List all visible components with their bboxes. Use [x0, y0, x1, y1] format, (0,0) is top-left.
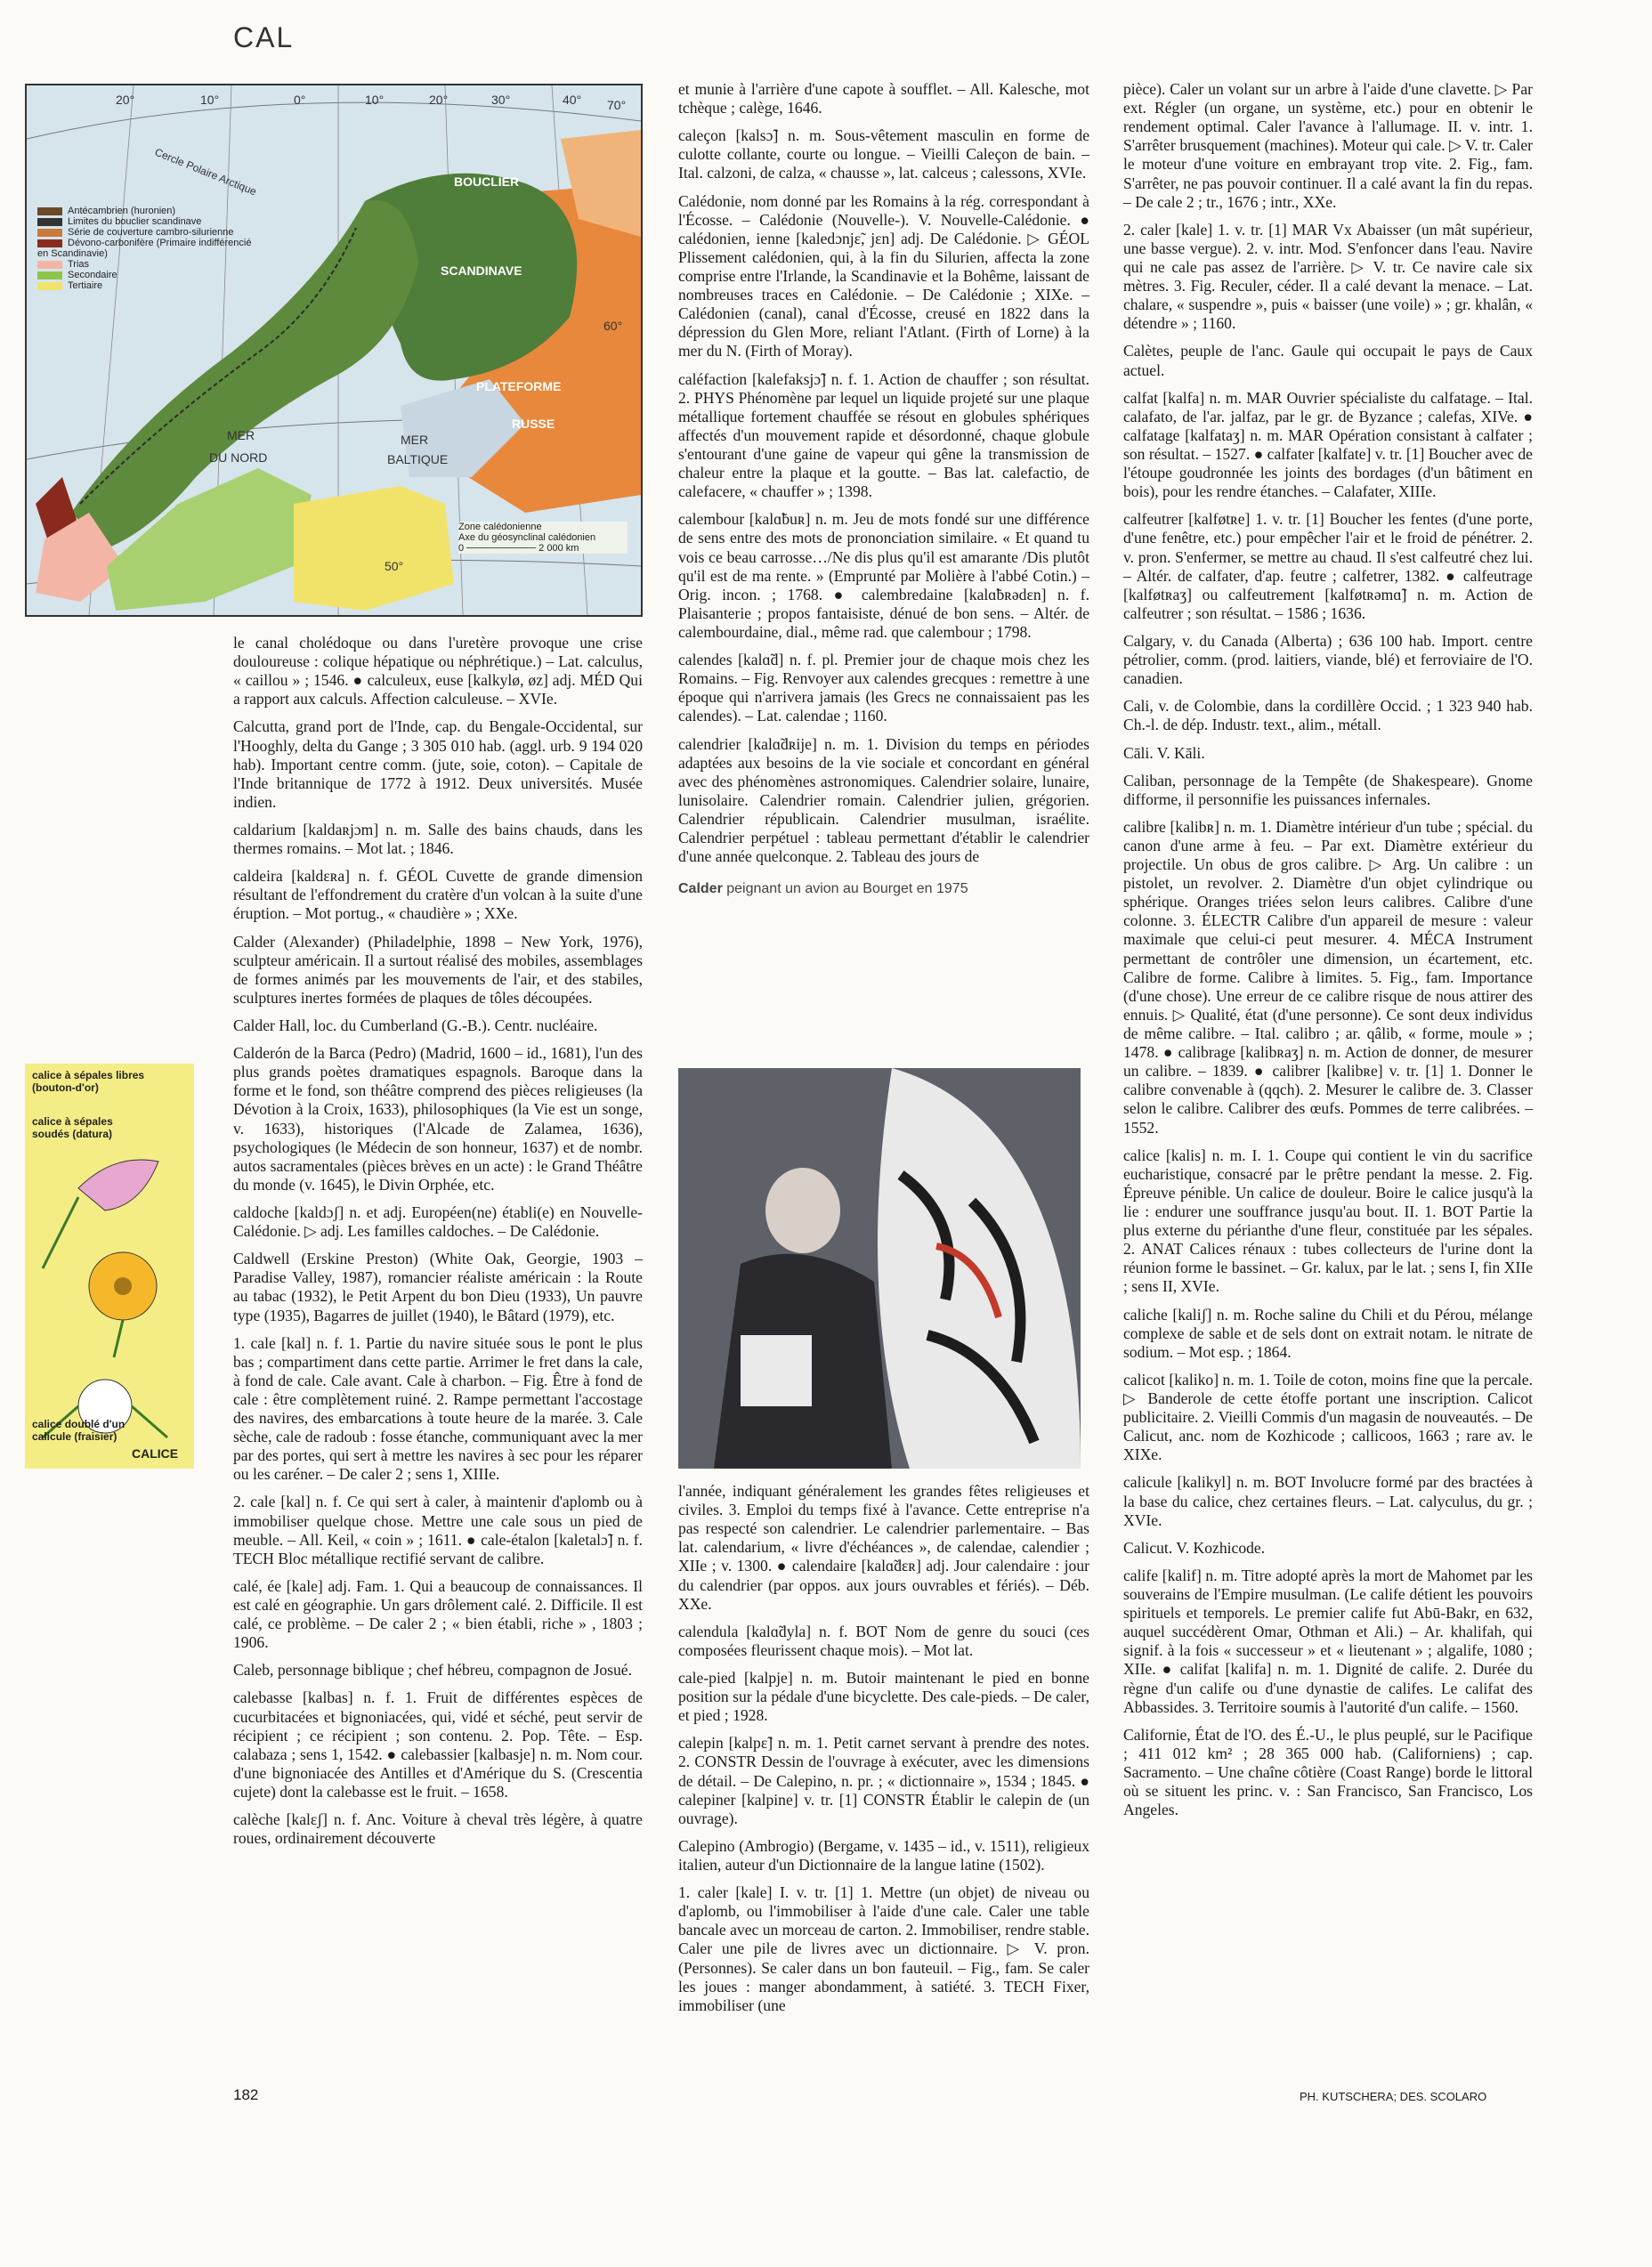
legend-label: Trias	[68, 259, 90, 270]
legend-axis: Axe du géosynclinal calédonien	[458, 532, 596, 543]
entry: Calètes, peuple de l'anc. Gaule qui occupait le pays de Caux actuel.	[1123, 342, 1533, 379]
entry: Calepino (Ambrogio) (Bergame, v. 1435 – id., v. 1511), religieux italien, auteur d'un Dictionnaire de la langue latine (1502).	[678, 1836, 1089, 1874]
legend-item	[37, 238, 260, 259]
entry: caldoche [kaldɔʃ] n. et adj. Européen(ne) établi(e) en Nouvelle-Calédonie. ▷ adj. Les familles caldoches. – De Calédonie.	[233, 1202, 643, 1241]
entry: Calder Hall, loc. du Cumberland (G.-B.). Centr. nucléaire.	[233, 1016, 598, 1034]
legend-zone: Zone calédonienne	[458, 522, 542, 532]
lon-label: 40°	[563, 93, 582, 107]
entry: 2. cale [kal] n. f. Ce qui sert à caler, à maintenir d'aplomb ou à immobiliser quelque chose. Mettre une cale sous un pied de meuble. – All. Keil, « coin » ; 1611. ● cale-étalon [kaletalɔ̃] n. f. TECH Bloc métallique rectifié servant de calibre.	[233, 1493, 643, 1567]
entry: Caldwell (Erskine Preston) (White Oak, Georgie, 1903 – Paradise Valley, 1987), romancier réaliste américain : la Route au tabac (1932), le Petit Arpent du bon Dieu (1933), Un pauvre type (1935), Bagarres de juillet (1940), le Bâtard (1979), etc.	[233, 1250, 643, 1324]
entry: calendrier [kalɑ̃dʀije] n. m. 1. Division du temps en périodes adaptées aux besoins de la vie sociale et concordant en général avec des phénomènes astronomiques. Calendrier solaire, lunaire, lunisolaire. Calendrier romain. Calendrier julien, grégorien. Calendrier républicain. Calendrier musulman, israélite. Calendrier perpétuel : tableau permettant d'établir le calendrier d'une année quelconque. 2. Tableau des jours de	[678, 734, 1089, 866]
calder-photo	[678, 1068, 1081, 1469]
map-label-russe: RUSSE	[512, 417, 555, 431]
entry: Caliban, personnage de la Tempête (de Shakespeare). Gnome difforme, il personnifie les puissances infernales.	[1123, 771, 1533, 808]
column-middle	[678, 80, 1089, 911]
legend-label: Antécambrien (huronien)	[68, 206, 176, 216]
column-middle-continued	[678, 1482, 1089, 2024]
map-legend	[37, 206, 260, 291]
legend-item	[37, 216, 260, 227]
entry: pièce). Caler un volant sur un arbre à l'aide d'une clavette. ▷ Par ext. Régler (un organe, un système, etc.) pour en obtenir le rendement optimal. Caler l'avance à l'allumage. II. v. intr. 1. S'arrêter brusquement (machines). Moteur qui cale. ▷ V. tr. Caler le moteur d'une voiture en embrayant trop vite. 2. Fig., fam. S'arrêter, ne pas pouvoir continuer. Il a calé avant la fin du repas. – De cale 2 ; tr., 1676 ; intr., XXe.	[1123, 80, 1533, 211]
legend-item	[37, 227, 260, 238]
entry: calebasse [kalbas] n. f. 1. Fruit de différentes espèces de cucurbitacées et bignoniacées, qui, vidé et séché, peut servir de récipient ; ce récipient ; son contenu. 2. Pop. Tête. – Esp. calabaza ; sens 1, 1542. ● calebassier [kalbasje] n. m. Nom cour. d'une bignoniacée des Antilles et d'Amérique du S. (Crescentia cujete) dont la calebasse est le fruit. – 1658.	[233, 1688, 643, 1801]
lon-label: 70°	[607, 98, 627, 112]
entry: calèche [kalɛʃ] n. f. Anc. Voiture à cheval très légère, à quatre roues, ordinairement découverte	[233, 1810, 643, 1848]
entry: caldeira [kaldɛʀa] n. f. GÉOL Cuvette de grande dimension résultant de l'effondrement du cratère d'un volcan à la suite d'une éruption. – Mot portug., « chaudière » ; XXe.	[233, 867, 643, 923]
entry: Calédonie, nom donné par les Romains à la rég. correspondant à l'Écosse. – Calédonie (Nouvelle-). V. Nouvelle-Calédonie. ● calédonien, ienne [kaledɔnjɛ̃, jɛn] adj. De Calédonie. ▷ GÉOL Plissement calédonien, qui, à la fin du Silurien, affecta la zone comprise entre l'Irlande, la Scandinavie et la Bohême, laissant de nombreuses traces en Calédonie. – De Calédonie ; XIXe. – Calédonien (canal), canal d'Écosse, creusé en 1822 dans la dépression du Glen More, reliant l'Atlant. (Firth of Lorne) à la mer du N. (Firth of Moray).	[678, 191, 1089, 360]
lon-label: 10°	[365, 93, 385, 107]
entry: Calgary, v. du Canada (Alberta) ; 636 100 hab. Import. centre pétrolier, comm. (prod. laitiers, viande, blé) et ferroviaire de l'O. canadien.	[1123, 631, 1533, 688]
scale-label: 2 000 km	[539, 543, 579, 554]
entry: Californie, État de l'O. des É.-U., le plus peuplé, sur le Pacifique ; 411 012 km² ; 28 365 000 hab. (Californiens) ; cap. Sacramento. – Une chaîne côtière (Coast Range) borde le littoral où se situent les princ. v. : San Francisco, San Francisco, Los Angeles.	[1123, 1725, 1533, 1819]
photo-caption	[678, 880, 1089, 897]
map-legend-2	[458, 522, 628, 554]
lon-label: 0°	[294, 93, 306, 107]
map-label-mer-du-nord: MER	[227, 428, 255, 442]
lon-label: 20°	[116, 93, 135, 107]
entry: calicot [kaliko] n. m. 1. Toile de coton, moins fine que la percale. ▷ Banderole de cette étoffe portant une inscription. Calicot publicitaire. 2. Vieilli Commis d'un magasin de nouveautés. – De Calicut, anc. nom de Kozhicode ; callicoos, 1663 ; rare av. le XIXe.	[1123, 1370, 1533, 1464]
geology-map	[25, 84, 643, 617]
legend-label: Dévono-carbonifère (Primaire indifférencié en Scandinavie)	[37, 238, 252, 259]
lat-label: 60°	[603, 319, 623, 333]
entry: calepin [kalpɛ̃] n. m. 1. Petit carnet servant à prendre des notes. 2. CONSTR Dessin de l'ouvrage à exécuter, avec les dimensions de détail. – De Calepino, n. pr. ; « dictionnaire », 1534 ; 1845. ● calepiner [kalpine] v. tr. [1] CONSTR Établir le calepin de (un ouvrage).	[678, 1734, 1089, 1827]
legend-swatch	[37, 229, 62, 237]
entry: calendes [kalɑ̃d] n. f. pl. Premier jour de chaque mois chez les Romains. – Fig. Renvoyer aux calendes grecques : remettre à une époque qui n'arrivera jamais (les Grecs ne connaissaient pas les calendes). – Lat. calendae ; 1160.	[678, 651, 1089, 725]
entry: 1. caler [kale] I. v. tr. [1] 1. Mettre (un objet) de niveau ou d'aplomb, ou l'immobiliser à l'aide d'une cale. Caler une table bancale avec un morceau de carton. 2. Immobiliser, rendre stable. Caler une pile de livres avec un dictionnaire. ▷ V. pron. (Personnes). Se caler dans un bon fauteuil. – Fig., fam. Se caler les joues : manger abondamment, à satiété. 3. TECH Fixer, immobiliser (une	[678, 1883, 1089, 2014]
lon-label: 10°	[200, 93, 220, 107]
entry: calife [kalif] n. m. Titre adopté après la mort de Mahomet par les souverains de l'Empire musulman. (Le calife détient les pouvoirs spirituels et temporels. Le premier calife fut Abū-Bakr, en 632, auquel succédèrent Omar, Othman et Ali.) – Ar. khalifah, qui signif. à la fois « successeur » et « lieutenant » ; algalife, 1080 ; XIIe. ● califat [kalifa] n. m. 1. Dignité de calife. 2. Durée du règne d'un calife ou d'une dynastie de califes. Le califat des Abbassides. 3. Territoire soumis à l'autorité d'un calife. – 1560.	[1123, 1566, 1533, 1716]
legend-swatch	[37, 282, 62, 290]
entry: calendula [kalɑ̃dyla] n. f. BOT Nom de genre du souci (ces composées fleurissent chaque mois). – Mot lat.	[678, 1622, 1089, 1659]
entry: calicule [kalikyl] n. m. BOT Involucre formé par des bractées à la base du calice, chez certaines fleurs. – Lat. calyculus, du gr. ; XVIe.	[1123, 1473, 1533, 1529]
page-number: 182	[233, 2086, 259, 2103]
entry: calé, ée [kale] adj. Fam. 1. Qui a beaucoup de connaissances. Il est calé en géographie. Un gars drôlement calé. 2. Difficile. Il est calé, ce problème. – De caler 2 ; « bien établi, riche » , 1803 ; 1906.	[233, 1576, 643, 1652]
photo-drawing	[678, 1068, 1081, 1469]
scale-bar: 0 ────────── 2 000 km	[458, 543, 579, 554]
legend-label: Tertiaire	[68, 280, 103, 291]
flower-panel-title: CALICE	[132, 1446, 179, 1461]
legend-item	[37, 270, 260, 280]
map-label-scandinave: SCANDINAVE	[441, 263, 522, 278]
legend-label: Limites du bouclier scandinave	[68, 216, 202, 227]
lon-label: 30°	[491, 93, 511, 107]
map-label-mer-du-nord: DU NORD	[209, 450, 268, 465]
scale-zero: 0	[458, 543, 465, 554]
entry: caléfaction [kalefaksjɔ̃] n. f. 1. Action de chauffer ; son résultat. 2. PHYS Phénomène par lequel un liquide projeté sur une plaque métallique fortement chauffée se résout en globules sphériques affectés d'un mouvement rapide et désordonné, chaque globule s'entourant d'une gaine de vapeur qui gêne la transmission de chaleur entre la plaque et la goutte. – Bas lat. calefactio, de calefacere, « chauffer » ; 1398.	[678, 369, 1089, 501]
legend-item	[37, 206, 260, 216]
entry: calibre [kalibʀ] n. m. 1. Diamètre intérieur d'un tube ; spécial. du canon d'une arme à feu. – Par ext. Diamètre extérieur du projectile. Un obus de gros calibre. ▷ Arg. Un calibre : un pistolet, un revolver. 2. Diamètre d'un objet cylindrique ou sphérique. Oranges triées selon leurs calibres. Calibre d'une colonne. 3. ÉLECTR Calibre d'un appareil de mesure : valeur maximale que celui-ci peut mesurer. 4. MÉCA Instrument permettant de contrôler une dimension, un écartement, etc. Calibre de forme. Calibre à limites. 5. Fig., fam. Importance (d'une chose). Une erreur de ce calibre risque de nous attirer des ennuis. ▷ Qualité, état (d'une personne). Ce sont deux individus de même calibre. – Ital. calibro ; ar. qâlib, « forme, moule » ; 1478. ● calibrage [kalibʀaʒ] n. m. Action de donner, de mesurer un calibre. – 1839. ● calibrer [kalibʀe] v. tr. [1] 1. Donner le calibre convenable à (qqch). 2. Mesurer le calibre de. 3. Classer selon le calibre. Calibrer des œufs. Pommes de terre calibrées. – 1552.	[1123, 817, 1533, 1137]
flower-label-3: calice doublé d'un calicule (fraisier)	[32, 1418, 126, 1443]
page-header-word: CAL	[233, 21, 295, 53]
calice-illustration-panel	[25, 1064, 194, 1469]
legend-item	[37, 280, 260, 291]
entry: et munie à l'arrière d'une capote à soufflet. – All. Kalesche, mot tchèque ; calège, 1646.	[678, 80, 1089, 117]
entry: calembour [kalɑ̃buʀ] n. m. Jeu de mots fondé sur une différence de sens entre des mots de prononciation similaire. « Et quand tu vois ce beau carrosse…/Ne dis plus qu'il est amarante /Dis plutôt qu'il est de ma rente. » (Emprunté par Molière à l'abbé Cotin.) – Orig. incon. ; 1768. ● calembredaine [kalɑ̃bʀədɛn] n. f. Plaisanterie ; propos fantaisiste, dénué de bon sens. – Altér. de calembourdaine, dial., même rad. que calembour ; 1798.	[678, 510, 1089, 641]
entry: le canal cholédoque ou dans l'uretère provoque une crise douloureuse : colique hépatique ou néphrétique.) – Lat. calculus, « caillou » ; 1546. ● calculeux, euse [kalkylø, øz] adj. MÉD Qui a rapport aux calculs. Affection calculeuse. – XVIe.	[233, 634, 643, 708]
flower-drawing	[25, 1064, 194, 1469]
polar-circle-label: Cercle Polaire Arctique	[152, 145, 259, 198]
entry: calfat [kalfa] n. m. MAR Ouvrier spécialiste du calfatage. – Ital. calafato, de l'ar. jalfaz, par le gr. de Byzance ; calefas, XIVe. ● calfatage [kalfataʒ] n. m. MAR Opération consistant à calfater ; son résultat. – 1527. ● calfater [kalfate] v. tr. [1] Boucher avec de l'étoupe goudronnée les joints des bordages (d'un bâtiment en bois), pour les rendre étanches. – Calafater, XIIIe.	[1123, 388, 1533, 501]
entry: Calder (Alexander) (Philadelphie, 1898 – New York, 1976), sculpteur américain. Il a surtout réalisé des mobiles, assemblages de formes animés par les mouvements de l'air, et des stabiles, sculptures inertes formées de plaques de tôles découpées.	[233, 932, 643, 1007]
legend-swatch	[37, 207, 62, 215]
entry: Calcutta, grand port de l'Inde, cap. du Bengale-Occidental, sur l'Hooghly, delta du Gange ; 3 305 010 hab. (aggl. urb. 9 194 020 hab). Important centre comm. (jute, soie, coton). – Capitale de l'Inde britannique de 1772 à 1912. Deux universités. Musée indien.	[233, 717, 643, 811]
map-label-mer-baltique: MER	[401, 433, 429, 447]
legend-swatch	[37, 218, 62, 226]
entry: 2. caler [kale] 1. v. tr. [1] MAR Vx Abaisser (un mât supérieur, une basse vergue). 2. v. intr. Mod. S'enfoncer dans l'eau. Navire qui ne cale pas assez de l'arrière. ▷ V. tr. Ce navire cale six mètres. 3. Fig. Reculer, céder. Il a calé devant la menace. – Lat. chalare, « suspendre », puis « baisser (une voile) » ; gr. khalân, « détendre » ; 1160.	[1123, 220, 1533, 333]
entry: Calicut. V. Kozhicode.	[1123, 1538, 1266, 1557]
entry: Cāli. V. Kāli.	[1123, 743, 1205, 762]
entry: Caleb, personnage biblique ; chef hébreu, compagnon de Josué.	[233, 1661, 633, 1680]
photo-credit: PH. KUTSCHERA; DES. SCOLARO	[1300, 2090, 1487, 2103]
entry: calice [kalis] n. m. I. 1. Coupe qui contient le vin du sacrifice eucharistique, consacré par le prêtre pendant la messe. 2. Fig. Épreuve pénible. Un calice de douleur. Boire le calice jusqu'à la lie : endurer une souffrance jusqu'au bout. II. 1. BOT Partie la plus externe du périanthe d'une fleur, constituée par les sépales. 2. ANAT Calices rénaux : tubes collecteurs de l'urine dont la réunion forme le bassinet. – Gr. kalux, par le lat. ; sens I, fin XIIe ; sens II, XVIe.	[1123, 1146, 1533, 1296]
legend-swatch	[37, 261, 62, 269]
legend-label: Secondaire	[68, 270, 117, 280]
entry: 1. cale [kal] n. f. 1. Partie du navire située sous le pont le plus bas ; compartiment dans cette partie. Arrimer le fret dans la cale, à fond de cale. Cale avant. Cale à charbon. – Fig. Être à fond de cale : être complètement ruiné. 2. Rampe permettant l'accostage des navires, des embarcations à toute heure de la marée. 3. Cale sèche, cale de radoub : fosse étanche, communiquant avec la mer par des portes, qui sert à mettre les navires à sec pour les réparer ou les caréner. – De caler 2 ; sens 1, XIIIe.	[233, 1333, 643, 1484]
entry: Calderón de la Barca (Pedro) (Madrid, 1600 – id., 1681), l'un des plus grands poètes dramatiques espagnols. Baroque dans la forme et le fond, son théâtre comprend des pièces religieuses (la Dévotion à la Croix, 1633), philosophiques (la Vie est un songe, v. 1633), historiques (l'Alcade de Zalamea, 1636), psychologiques (le Médecin de son honneur, 1637) et de nombr. autos sacramentales (pièces brèves en un acte) : le Grand Théâtre du monde (v. 1645), le Divin Orphée, etc.	[233, 1044, 643, 1194]
column-right	[1123, 80, 1533, 1828]
entry: cale-pied [kalpje] n. m. Butoir maintenant le pied en bonne position sur la pédale d'une bicyclette. Des cale-pieds. – De caler, et pied ; 1928.	[678, 1668, 1089, 1725]
entry: caleçon [kalsɔ̃] n. m. Sous-vêtement masculin en forme de culotte collante, courte ou longue. – Vieilli Caleçon de bain. – Ital. calzoni, de calza, « chausse », lat. calceus ; calessons, XVIe.	[678, 126, 1089, 182]
legend-label: Série de couverture cambro-silurienne	[68, 227, 234, 238]
legend-swatch	[37, 271, 62, 279]
photo-caption-text: peignant un avion au Bourget en 1975	[726, 881, 968, 897]
map-label-bouclier: BOUCLIER	[454, 174, 520, 189]
flower-label-2: calice à sépales soudés (datura)	[32, 1115, 113, 1140]
entry: caldarium [kaldaʀjɔm] n. m. Salle des bains chauds, dans les thermes romains. – Mot lat. ; 1846.	[233, 820, 643, 858]
column-left	[233, 634, 643, 1857]
entry: calfeutrer [kalføtʀe] 1. v. tr. [1] Boucher les fentes (d'une porte, d'une fenêtre, etc.) pour empêcher l'air et le froid de pénétrer. 2. v. pron. S'enfermer, se mettre au chaud. Il s'est calfeutré chez lui. – Altér. de calfater, d'ap. feutre ; calfetrer, 1382. ● calfeutrage [kalføtʀaʒ] ou calfeutrement [kalføtʀəmɑ̃] n. m. Action de calfeutrer ; son résultat. – 1586 ; 1636.	[1123, 510, 1533, 622]
entry: l'année, indiquant généralement les grandes fêtes religieuses et civiles. 3. Emploi du temps fixé à l'avance. Cette entreprise n'a pas respecté son calendrier. Le calendrier parlementaire. – Bas lat. calendarium, « livre d'échéances », de calendae, calendier ; XIIe ; v. 1300. ● calendaire [kalɑ̃dɛʀ] adj. Jour calendaire : jour du calendrier (par oppos. aux jours ouvrables et fériés). – Déb. XXe.	[678, 1482, 1089, 1613]
entry: caliche [kaliʃ] n. m. Roche saline du Chili et du Pérou, mélange complexe de sable et de sels dont on extrait notam. le nitrate de sodium. – Mot esp. ; 1864.	[1123, 1305, 1533, 1361]
map-label-plateforme: PLATEFORME	[476, 379, 562, 393]
lat-label: 50°	[385, 559, 404, 573]
legend-item	[37, 259, 260, 270]
lon-label: 20°	[429, 93, 449, 107]
photo-caption-name: Calder	[678, 881, 723, 897]
flower-label-1: calice à sépales libres (bouton-d'or)	[32, 1069, 145, 1094]
legend-swatch	[37, 239, 62, 247]
entry: Cali, v. de Colombie, dans la cordillère Occid. ; 1 323 940 hab. Ch.-l. de dép. Industr. text., alim., métall.	[1123, 697, 1533, 734]
map-label-mer-baltique: BALTIQUE	[387, 452, 449, 466]
